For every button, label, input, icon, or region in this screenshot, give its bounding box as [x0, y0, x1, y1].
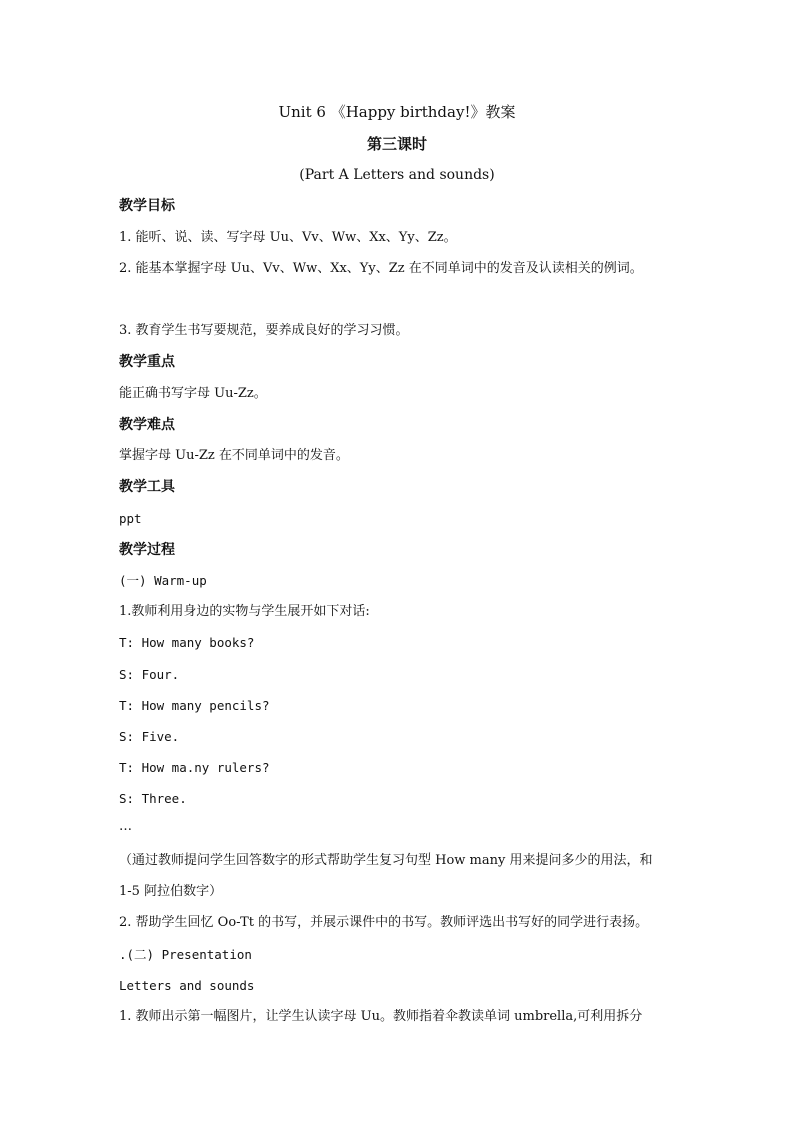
difficulties-text: 掌握字母 Uu-Zz 在不同单词中的发音。	[119, 448, 349, 463]
lesson-number: 第三课时	[366, 135, 427, 153]
goal-item-1: 1. 能听、说、读、写字母 Uu、Vv、Ww、Xx、Yy、Zz。	[119, 230, 457, 245]
difficulties-heading: 教学难点	[119, 417, 175, 433]
letters-and-sounds-label: Letters and sounds	[119, 978, 255, 993]
document-title: Unit 6 《Happy birthday!》教案	[278, 103, 516, 121]
tools-heading: 教学工具	[119, 479, 175, 495]
key-points-heading: 教学重点	[119, 354, 175, 370]
dialogue-line-4: S: Five.	[119, 729, 180, 744]
process-step-3: 1. 教师出示第一幅图片，让学生认读字母 Uu。教师指着伞教读单词 umbrella,可利用拆分	[119, 1009, 643, 1024]
warmup-label: (一) Warm-up	[119, 573, 207, 588]
dialogue-line-2: S: Four.	[119, 667, 180, 682]
ellipsis: …	[119, 819, 132, 834]
dialogue-line-5: T: How ma.ny rulers?	[119, 760, 270, 775]
tools-text: ppt	[119, 511, 142, 526]
process-step-1: 1.教师利用身边的实物与学生展开如下对话:	[119, 604, 370, 619]
part-subtitle: (Part A Letters and sounds)	[299, 167, 495, 183]
process-step-2: 2. 帮助学生回忆 Oo-Tt 的书写，并展示课件中的书写。教师评选出书写好的同学进行表扬。	[119, 915, 649, 930]
key-points-text: 能正确书写字母 Uu-Zz。	[119, 386, 267, 401]
goal-item-2: 2. 能基本掌握字母 Uu、Vv、Ww、Xx、Yy、Zz 在不同单词中的发音及认读相关的例词。	[119, 261, 643, 276]
dialogue-line-3: T: How many pencils?	[119, 698, 270, 713]
presentation-label: .(二) Presentation	[119, 947, 252, 962]
process-note-line-1: （通过教师提问学生回答数字的形式帮助学生复习句型 How many 用来提问多少的用法，和	[119, 853, 653, 868]
dialogue-line-6: S: Three.	[119, 791, 187, 806]
goal-item-3: 3. 教育学生书写要规范，要养成良好的学习习惯。	[119, 323, 409, 338]
dialogue-line-1: T: How many books?	[119, 635, 255, 650]
goals-heading: 教学目标	[119, 198, 175, 214]
process-note-line-2: 1-5 阿拉伯数字）	[119, 884, 223, 899]
process-heading: 教学过程	[119, 542, 175, 558]
